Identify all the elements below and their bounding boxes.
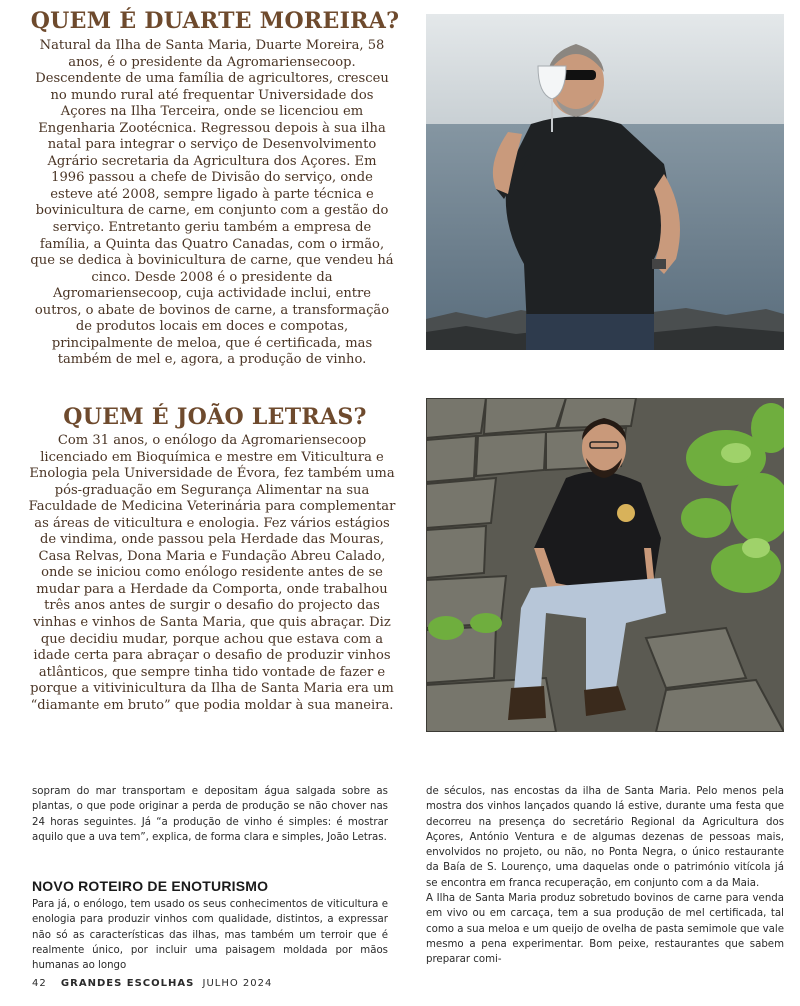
article-right-column <box>426 784 784 968</box>
photo-joao-letras <box>426 398 784 732</box>
section-heading-enoturismo: NOVO ROTEIRO DE ENOTURISMO <box>32 878 269 894</box>
article-paragraph: sopram do mar transportam e depositam água salgada sobre as plantas, o que pode originar a perda de produção se não chover nas 24 horas seguintes. Já “a produção de vinho é simples: é mostrar aquilo que a uva tem”, explica, de forma clara e simples, João Letras. <box>32 786 388 843</box>
article-paragraph: A Ilha de Santa Maria produz sobretudo bovinos de carne para venda em vivo ou em carcaça, tem a sua produção de mel certificada, tal como a sua meloa e um queijo de ovelha de pasta semimole que vale mesmo a pena experimentar. Bom peixe, restaurantes que sabem preparar comi- <box>426 893 784 966</box>
article-left-column <box>32 784 388 845</box>
article-paragraph: Para já, o enólogo, tem usado os seus conhecimentos de viticultura e enologia para produzir vinhos com qualidade, distintos, a expressar não só as características das ilhas, mas também um terroir que é realmente único, por incluir uma paisagem moldada por mãos humanas ao longo <box>32 899 388 972</box>
profile-body-joao: Com 31 anos, o enólogo da Agromariensecoop licenciado em Bioquímica e mestre em Viticultura e Enologia pela Universidade de Évora, fez também uma pós-graduação em Segurança Alimentar na sua Faculdade de Medicina Veterinária para complementar as áreas de viticultura e enologia. Fez vários estágios de vindima, onde passou pela Herdade das Mouras, Casa Relvas, Dona Maria e Fundação Abreu Calado, onde se iniciou como enólogo residente antes de se mudar para a Herdade da Comporta, onde trabalhou três anos antes de surgir o desafio do projecto das vinhas e vinhos de Santa Maria, que quis abraçar. Diz que decidiu mudar, porque achou que estava com a idade certa para abraçar o desafio de produzir vinhos atlânticos, que sempre tinha tido vontade de fazer e porque a vitivinicultura da Ilha de Santa Maria era um “diamante em bruto” que podia moldar à sua maneira. <box>28 433 396 713</box>
article-paragraph: de séculos, nas encostas da ilha de Santa Maria. Pelo menos pela mostra dos vinhos lançados quando lá estive, durante uma festa que decorreu na presença do secretário Regional da Agricultura dos Açores, António Ventura e de algumas dezenas de pessoas mais, envolvidos no projeto, ou não, no Ponta Negra, o único restaurante da Baía de S. Lourenço, uma daquelas onde o património vitícola já se encontra em franca recuperação, em conjunto com a da Maia. <box>426 786 784 889</box>
page-footer <box>32 978 272 989</box>
page-number: 42 <box>32 978 47 989</box>
article-left-column-continued <box>32 897 388 973</box>
magazine-name: GRANDES ESCOLHAS <box>60 978 195 989</box>
profile-title-joao: QUEM É JOÃO LETRAS? <box>63 404 367 430</box>
photo-duarte-moreira <box>426 14 784 350</box>
issue-date: JULHO 2024 <box>202 978 273 989</box>
profile-body-duarte: Natural da Ilha de Santa Maria, Duarte Moreira, 58 anos, é o presidente da Agromariensecoop. Descendente de uma família de agricultores, cresceu no mundo rural até frequentar Universidade dos Açores na Ilha Terceira, onde se licenciou em Engenharia Zootécnica. Regressou depois à sua ilha natal para integrar o serviço de Desenvolvimento Agrário secretaria da Agricultura dos Açores. Em 1996 passou a chefe de Divisão do serviço, onde esteve até 2008, sempre ligado à parte técnica e bovinicultura de carne, em conjunto com a gestão do serviço. Entretanto geriu também a empresa de família, a Quinta das Quatro Canadas, com o irmão, que se dedica à bovinicultura de carne, que vendeu há cinco. Desde 2008 é o presidente da Agromariensecoop, cuja actividade inclui, entre outros, o abate de bovinos de carne, a transformação de produtos locais em doces e compotas, principalmente de meloa, que é certificada, mas também de mel e, agora, a produção de vinho. <box>30 38 394 368</box>
profile-title-duarte: QUEM É DUARTE MOREIRA? <box>30 8 400 34</box>
